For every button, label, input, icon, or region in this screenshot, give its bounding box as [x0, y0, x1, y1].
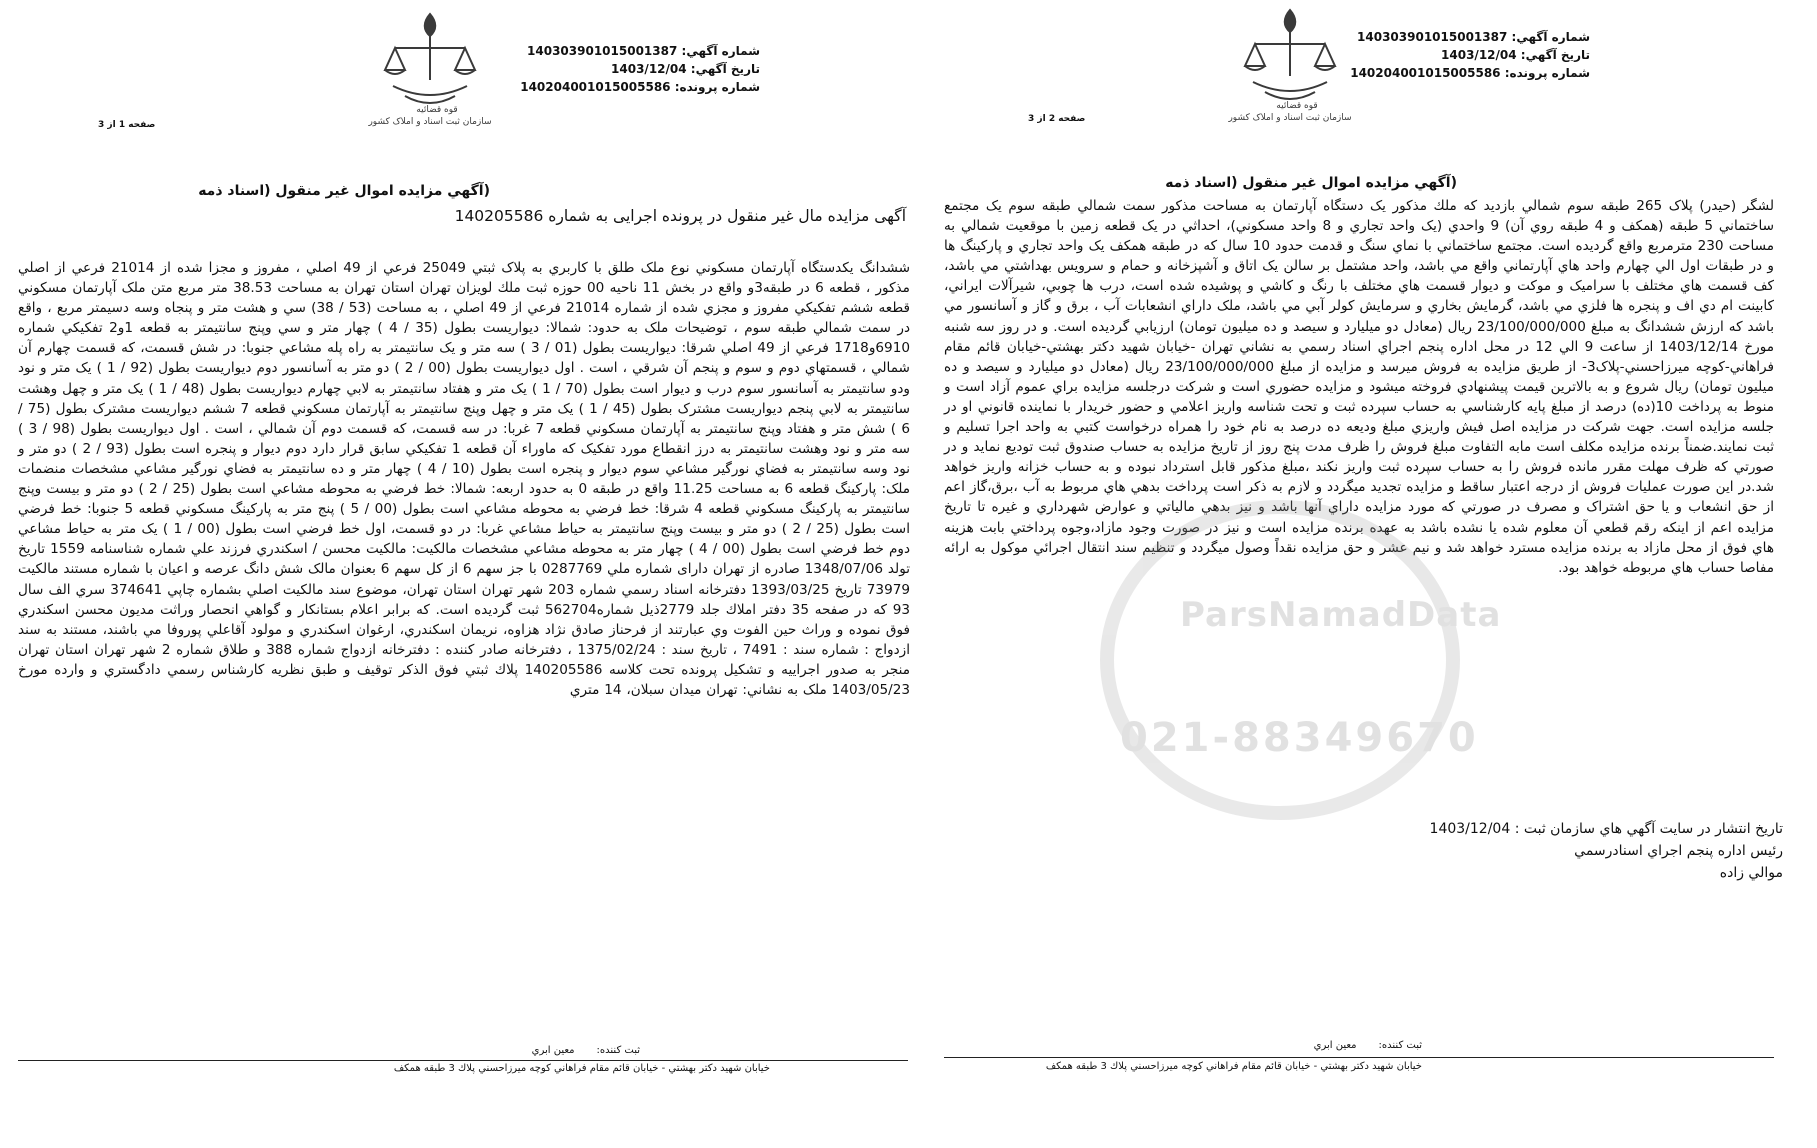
closing-block: [1183, 818, 1783, 884]
judiciary-emblem-icon: [1225, 4, 1355, 124]
registrar-label: ثبت کننده:: [1378, 1040, 1422, 1051]
publish-date-line: تاريخ انتشار در سايت آگهي هاي سازمان ثبت : 1403/12/04: [1429, 821, 1783, 837]
watermark-phone: 021-88349670: [1120, 715, 1479, 761]
emblem-line-1: قوه قضائيه: [416, 105, 458, 115]
notice-number-label: شماره آگهي:: [1511, 30, 1590, 44]
emblem-line-2: سازمان ثبت اسناد و املاک کشور: [1228, 113, 1352, 123]
case-number-row: [1350, 64, 1590, 82]
emblem-line-2: سازمان ثبت اسناد و املاک کشور: [368, 117, 492, 127]
notice-date-label: تاريخ آگهي:: [1520, 48, 1590, 62]
case-number: 140204001015005586: [520, 80, 671, 94]
document-title: (آگهي مزايده اموال غير منقول (اسناد ذمه: [198, 183, 490, 199]
registrar-name: معين ابري: [1313, 1040, 1357, 1051]
footer-divider: [944, 1057, 1774, 1058]
body-text: لشگر (حيدر) پلاک 265 طبقه سوم شمالي بازديد كه ملك مذكور يک دستگاه آپارتمان به مساحت مذکور سمت شمالي طبقه سوم يک مجتمع ساختماني 5 طبقه (همکف و 4 طبقه روي آن) 9 واحدي (يک واحد تجاري و 8 واحد مسکوني)، احداثي در يک قطعه زمين با موقعيت شمالي به مساحت 230 مترمربع واقع گرديده است. مجتمع ساختماني با نماي سنگ و قدمت حدود 10 سال كه در طبقه همكف يک واحد تجاري و پاركينگ ها و در طبقات اول الي چهارم واحد هاي آپارتماني واقع مي باشد، واحد مشتمل بر سالن يک اتاق و آشپزخانه و حمام و سرويس بهداشتي مي باشد، كف قسمت هاي مختلف با سراميک و موکت و ديوار قسمت هاي مختلف با رنگ و كاشي و پوشيده شده است، درب ها چوبي، شيرآلات ايراني، كابينت ام دي اف و پنجره ها فلزي مي باشد، گرمايش بخاري و سرمايش كولر آبي مي باشد، ملک داراي انشعابات آب ، برق و گاز و آسانسور مي باشد كه ارزش ششدانگ به مبلغ 23/100/000/000 ريال (معادل دو ميليارد و سيصد و ده ميليون تومان) ارزيابي گرديده است. و در روز سه شنبه مورخ 1403/12/14 از ساعت 9 الي 12 در محل اداره پنجم اجراي اسناد رسمي به نشاني تهران -خيابان شهيد دكتر بهشتي-خيابان قائم مقام فراهاني-كوچه ميرزاحسني-پلاک3- از طريق مزايده به فروش ميرسد و مزايده از مبلغ 23/100/000/000 ريال (معادل دو ميليارد و سيصد و ده ميليون تومان) ريال شروع و به بالاترين قيمت پيشنهادي فروخته ميشود و مزايده حضوري است و شركت درجلسه مزايده براي عموم آزاد است و منوط به پرداخت 10(ده) درصد از مبلغ پايه كارشناسي به حساب سپرده ثبت و تحت شناسه واريز اعلامي و حضور خريدار با نماينده قانوني او در جلسه مزايده است. جهت شركت در مزايده اصل فيش واريزي مبلغ وديعه ده درصد به نام خود را همراه درخواست کتبي به واحد اجرا تسليم و ثبت نمايند.ضمناً برنده مزايده مكلف است مابه التفاوت مبلغ فروش را ظرف مدت پنج روز از تاريخ مزايده به حساب صندوق ثبت توديع نمايد و در صورتي كه ظرف مهلت مقرر مانده فروش را به حساب سپرده ثبت واريز نكند ،مبلغ مذكور قابل استرداد نبوده و به حساب خزانه واريز خواهد شد.در اين صورت عمليات فروش از درجه اعتبار ساقط و مزايده تجديد ميگردد و لازم به ذكر است پرداخت بدهي هاي مربوط به آب ،برق،گاز اعم از حق انشعاب و يا حق اشتراک و مصرف در صورتي كه مورد مزايده داراي آنها باشد و نيز بدهي مالياتي و عوارض شهرداري و غيره تا تاريخ مزايده اعم از اينكه رقم قطعي آن معلوم شده يا نشده باشد به عهده برنده مزايده است و نيز در صورت وجود مازاد،وجوه پرداختي بابت هزينه هاي فوق از محل مازاد به برنده مزايده مسترد خواهد شد و نيم عشر و حق مزايده نقداً وصول ميگردد و تنظيم سند انتقال اجرائي موكول به ارائه مفاصا حساب هاي مربوطه خواهد بود.: [944, 198, 1775, 576]
document-page-2: [930, 0, 1817, 1148]
notice-number: 140303901015001387: [527, 44, 678, 58]
case-number-row: [520, 78, 760, 96]
lead-line: آگهی مزایده مال غیر منقول در پرونده اجرایی به شماره 140205586: [454, 207, 906, 225]
notice-number: 140303901015001387: [1357, 30, 1508, 44]
notice-date: 1403/12/04: [1441, 48, 1517, 62]
registrar-label: ثبت کننده:: [596, 1045, 640, 1056]
document-title: (آگهي مزايده اموال غير منقول (اسناد ذمه: [1165, 175, 1457, 191]
body-text: ششدانگ يکدستگاه آپارتمان مسکوني نوع ملک طلق با کاربري به پلاک ثبتي 25049 فرعي از 49 اصلي ، مفروز و مجزا شده از 21014 فرعي از اصلي مذكور ، قطعه 6 در طبقه3و واقع در بخش 11 ناحيه 00 حوزه ثبت ملك لويزان تهران استان تهران به مساحت 38.53 متر مربع متن ملک آپارتمان مسکوني قطعه ششم تفکيکي مفروز و مجزي شده از شماره 21014 فرعي از 49 اصلي ، به مساحت (53 / 38) سي و هشت متر و پنجاه وسه دسيمتر مربع ، واقع در سمت شمالي طبقه سوم ، توضيحات ملک به حدود: شمالا: ديواريست بطول (35 / 4 ) چهار متر و سي وپنج سانتيمتر به قطعه 1و2 تفکيکي شماره 6910و1718 فرعي از 49 اصلي شرقا: ديواريست بطول (01 / 3 ) سه متر و يک سانتيمتر به راه پله مشاعي جنوبا: در شش قسمت، که قسمت چهارم آن شمالي ، قسمتهاي دوم و سوم و پنجم آن شرقي ، است . اول ديواريست بطول (00 / 2 ) دو متر به آسانسور دوم ديواريست بطول (92 / 1 ) يک متر و نود ودو سانتيمتر به آسانسور سوم درب و ديوار است بطول (70 / 1 ) يک متر و هفتاد سانتيمتر به لابي چهارم ديواريست بطول (48 / 1 ) يک متر و چهل وهشت سانتيمتر به لابي پنجم ديواريست مشترک بطول (45 / 1 ) يک متر و چهل وپنج سانتيمتر به آپارتمان مسکوني قطعه 7 ششم ديواريست مشترک بطول (75 / 6 ) شش متر و هفتاد وپنج سانتيمتر به آپارتمان مسکوني قطعه 7 غربا: در سه قسمت، که قسمت دوم آن شمالي ، است . اول ديواريست بطول (98 / 3 ) سه متر و نود وهشت سانتيمتر به درز انقطاع مورد تفکيک که ماوراء آن قطعه 1 تفکيکي سابق قرار دارد دوم ديوار و پنجره است بطول (93 / 2 ) دو متر و نود وسه سانتيمتر به فضاي نورگير مشاعي سوم ديوار و پنجره است بطول (10 / 4 ) چهار متر و ده سانتيمتر به فضاي نورگير مشاعي مشخصات منضمات ملک: پارکينگ قطعه 6 به مساحت 11.25 واقع در طبقه 0 به حدود اربعه: شمالا: خط فرضي به محوطه مشاعي است بطول (25 / 2 ) دو متر و بيست وپنج سانتيمتر به پارکينگ مسکوني قطعه 4 شرقا: خط فرضي به محوطه مشاعي است بطول (00 / 5 ) پنج متر به پارکينگ مسکوني قطعه 5 جنوبا: خط فرضي است بطول (25 / 2 ) دو متر و بيست وپنج سانتيمتر به حياط مشاعي غربا: در دو قسمت، اول خط فرضي است بطول (00 / 1 ) يک متر به حياط مشاعي دوم خط فرضي است بطول (00 / 4 ) چهار متر به محوطه مشاعي مشخصات مالکيت: مالکيت محسن / اسکندري فرزند علي شماره شناسنامه 1559 تاريخ تولد 1348/07/06 صادره از تهران داراى شماره ملي 0287769 با جز سهم 6 از كل سهم 6 بعنوان مالک شش دانگ عرصه و اعيان با شماره مستند مالکيت 73979 تاريخ 1393/03/25 دفترخانه اسناد رسمي شماره 203 شهر تهران استان تهران، موضوع سند مالکيت اصلي بشماره چاپي 374641 سري الف سال 93 كه در صفحه 35 دفتر املاك جلد 2779ذيل شماره562704 ثبت گرديده است. كه برابر اعلام بستانكار و گواهي انحصار وراثت مديون محسن اسكندري فوق نموده و وراث حين الفوت وي عبارتند از فرحناز صادق نژاد هزاوه، نريمان اسكندري، ارغوان اسكندري و مولود آقاعلي پوروفا مي باشند، مستند به سند ازدواج : شماره سند : 7491 ، تاريخ سند : 1375/02/24 ، دفترخانه صادر کننده : دفترخانه ازدواج شماره 388 و طلاق شماره 2 شهر تهران استان تهران منجر به صدور اجراييه و تشكيل پرونده تحت كلاسه 140205586 پلاك ثبتي فوق الذكر توقيف و طبق نظريه كارشناس رسمي دادگستري و وارده مورخ 1403/05/23 ملک به نشاني: تهران ميدان سبلان، 14 متري: [18, 260, 911, 698]
registrar-name: معين ابري: [531, 1045, 575, 1056]
watermark-brand: ParsNamadData: [1180, 595, 1502, 635]
emblem-line-1: قوه قضائيه: [1276, 101, 1318, 111]
notice-date: 1403/12/04: [611, 62, 687, 76]
notice-date-label: تاريخ آگهي:: [690, 62, 760, 76]
notice-meta: [1350, 28, 1590, 82]
page-indicator: صفحه 1 از 3: [98, 120, 156, 130]
case-number-label: شماره پرونده:: [1504, 66, 1590, 80]
case-number-label: شماره پرونده:: [674, 80, 760, 94]
notice-number-label: شماره آگهي:: [681, 44, 760, 58]
office-head-name: موالي زاده: [1719, 865, 1783, 881]
registrar: [532, 1045, 640, 1056]
judiciary-emblem-icon: [365, 8, 495, 128]
footer-address: خيابان شهيد دكتر بهشتي - خيابان قائم مقام فراهاني كوچه ميرزاحسني پلاك 3 طبقه همكف: [1045, 1061, 1422, 1072]
registrar: [1314, 1040, 1422, 1051]
notice-number-row: [1350, 28, 1590, 46]
notice-date-row: [520, 60, 760, 78]
office-head-title: رئيس اداره پنجم اجراي اسنادرسمي: [1574, 843, 1783, 859]
notice-number-row: [520, 42, 760, 60]
footer-divider: [18, 1060, 908, 1061]
notice-date-row: [1350, 46, 1590, 64]
footer-address: خيابان شهيد دكتر بهشتي - خيابان قائم مقام فراهاني كوچه ميرزاحسني پلاك 3 طبقه همكف: [393, 1063, 770, 1074]
notice-meta: [520, 42, 760, 96]
page-indicator: صفحه 2 از 3: [1028, 114, 1086, 124]
case-number: 140204001015005586: [1350, 66, 1501, 80]
